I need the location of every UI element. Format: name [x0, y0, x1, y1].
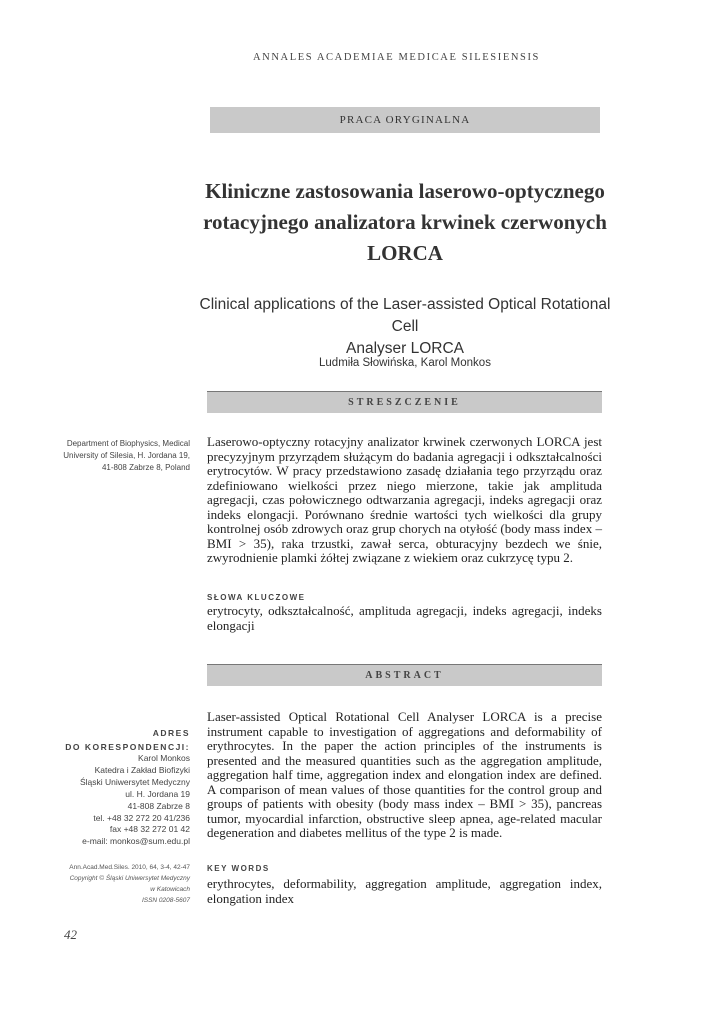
title-en-line-1: Clinical applications of the Laser-assisted Optical Rotational Cell: [199, 296, 611, 335]
keywords-polish: erytrocyty, odkształcalność, amplituda agregacji, indeks agregacji, indeks elongacji: [207, 603, 602, 633]
page-number: 42: [64, 927, 77, 942]
correspondence-name: Karol Monkos: [138, 753, 190, 763]
correspondence-email[interactable]: e-mail: monkos@sum.edu.pl: [82, 836, 190, 847]
citation-issn: ISSN 0208-5607: [141, 897, 190, 904]
correspondence-heading-line-1: ADRES: [152, 728, 190, 738]
section-bar-abstract: [207, 664, 602, 686]
affiliation: [40, 438, 190, 474]
article-type-banner: [210, 107, 600, 133]
keywords-english: erythrocytes, deformability, aggregation amplitude, aggregation index, elongation index: [207, 876, 602, 906]
citation-copyright: Copyright © Śląski Uniwersytet Medyczny: [69, 875, 190, 882]
abstract-english: Laser-assisted Optical Rotational Cell Analyser LORCA is a precise instrument capable to investigation of aggregations and deformability of erythrocytes. In the paper the action principles of the instruments is presented and the measured quantities such as the aggregation amplitude, aggregation half time, aggregation index and elongation index are defined. A comparison of mean values of those quantities for the control group and groups of patients with obesity (body mass index – BMI > 35), pancreas tumor, myocardial infarction, obstructive sleep apnea, age-related macular degeneration and diabetes mellitus of the type 2 is made.: [207, 709, 602, 840]
section-heading-streszczenie: STRESZCZENIE: [348, 397, 461, 408]
correspondence-street: ul. H. Jordana 19: [125, 788, 190, 799]
title-pl-line-1: Kliniczne zastosowania laserowo-optycznego: [205, 179, 605, 203]
title-pl-line-2: rotacyjnego analizatora krwinek czerwonych: [203, 210, 607, 234]
correspondence-heading: [40, 726, 190, 754]
keywords-en-heading: KEY WORDS: [207, 864, 270, 873]
abstract-polish: Laserowo-optyczny rotacyjny analizator krwinek czerwonych LORCA jest precyzyjnym przyrządem służącym do badania agregacji i odkształcalności erytrocytów. W pracy przedstawiono zasadę działania tego przyrządu oraz zdefiniowano wielkości przez niego mierzone, takie jak amplituda agregacji, czas połowicznego odtwarzania agregacji, indeks agregacji oraz indeks elongacji. Porównano średnie wartości tych wielkości dla grupy kontrolnej osób zdrowych oraz grup chorych na otyłość (body mass index – BMI > 35), raka trzustki, zawał serca, obturacyjny bezdech we śnie, zwyrodnienie plamki żółtej związane z wiekiem oraz cukrzycę typu 2.: [207, 434, 602, 565]
title-polish: [190, 176, 620, 269]
authors: Ludmiła Słowińska, Karol Monkos: [319, 357, 491, 369]
title-en-line-2: Analyser LORCA: [345, 340, 464, 357]
correspondence-city: 41-808 Zabrze 8: [127, 800, 190, 811]
citation-reference: Ann.Acad.Med.Siles. 2010, 64, 3-4, 42-47: [69, 864, 190, 871]
correspondence-phone: tel. +48 32 272 20 41/236: [93, 812, 190, 823]
affiliation-line-3: 41-808 Zabrze 8, Poland: [101, 463, 190, 472]
journal-header: ANNALES ACADEMIAE MEDICAE SILESIENSIS: [253, 52, 540, 63]
article-type-label: PRACA ORYGINALNA: [339, 114, 471, 126]
title-english: [190, 294, 620, 360]
title-pl-line-3: LORCA: [367, 241, 443, 265]
correspondence-university: Śląski Uniwersytet Medyczny: [79, 776, 190, 787]
affiliation-line-1: Department of Biophysics, Medical: [66, 439, 190, 448]
citation-place: w Katowicach: [150, 886, 190, 893]
affiliation-line-2: University of Silesia, H. Jordana 19,: [63, 451, 190, 460]
keywords-pl-heading: SŁOWA KLUCZOWE: [207, 593, 306, 602]
correspondence-department: Katedra i Zakład Biofizyki: [94, 764, 190, 775]
correspondence-heading-line-2: DO KORESPONDENCJI:: [65, 742, 190, 752]
section-heading-abstract: ABSTRACT: [365, 670, 444, 681]
citation-block: [40, 862, 190, 906]
section-bar-streszczenie: [207, 391, 602, 413]
correspondence-address: [40, 753, 190, 848]
correspondence-fax: fax +48 32 272 01 42: [109, 824, 190, 835]
